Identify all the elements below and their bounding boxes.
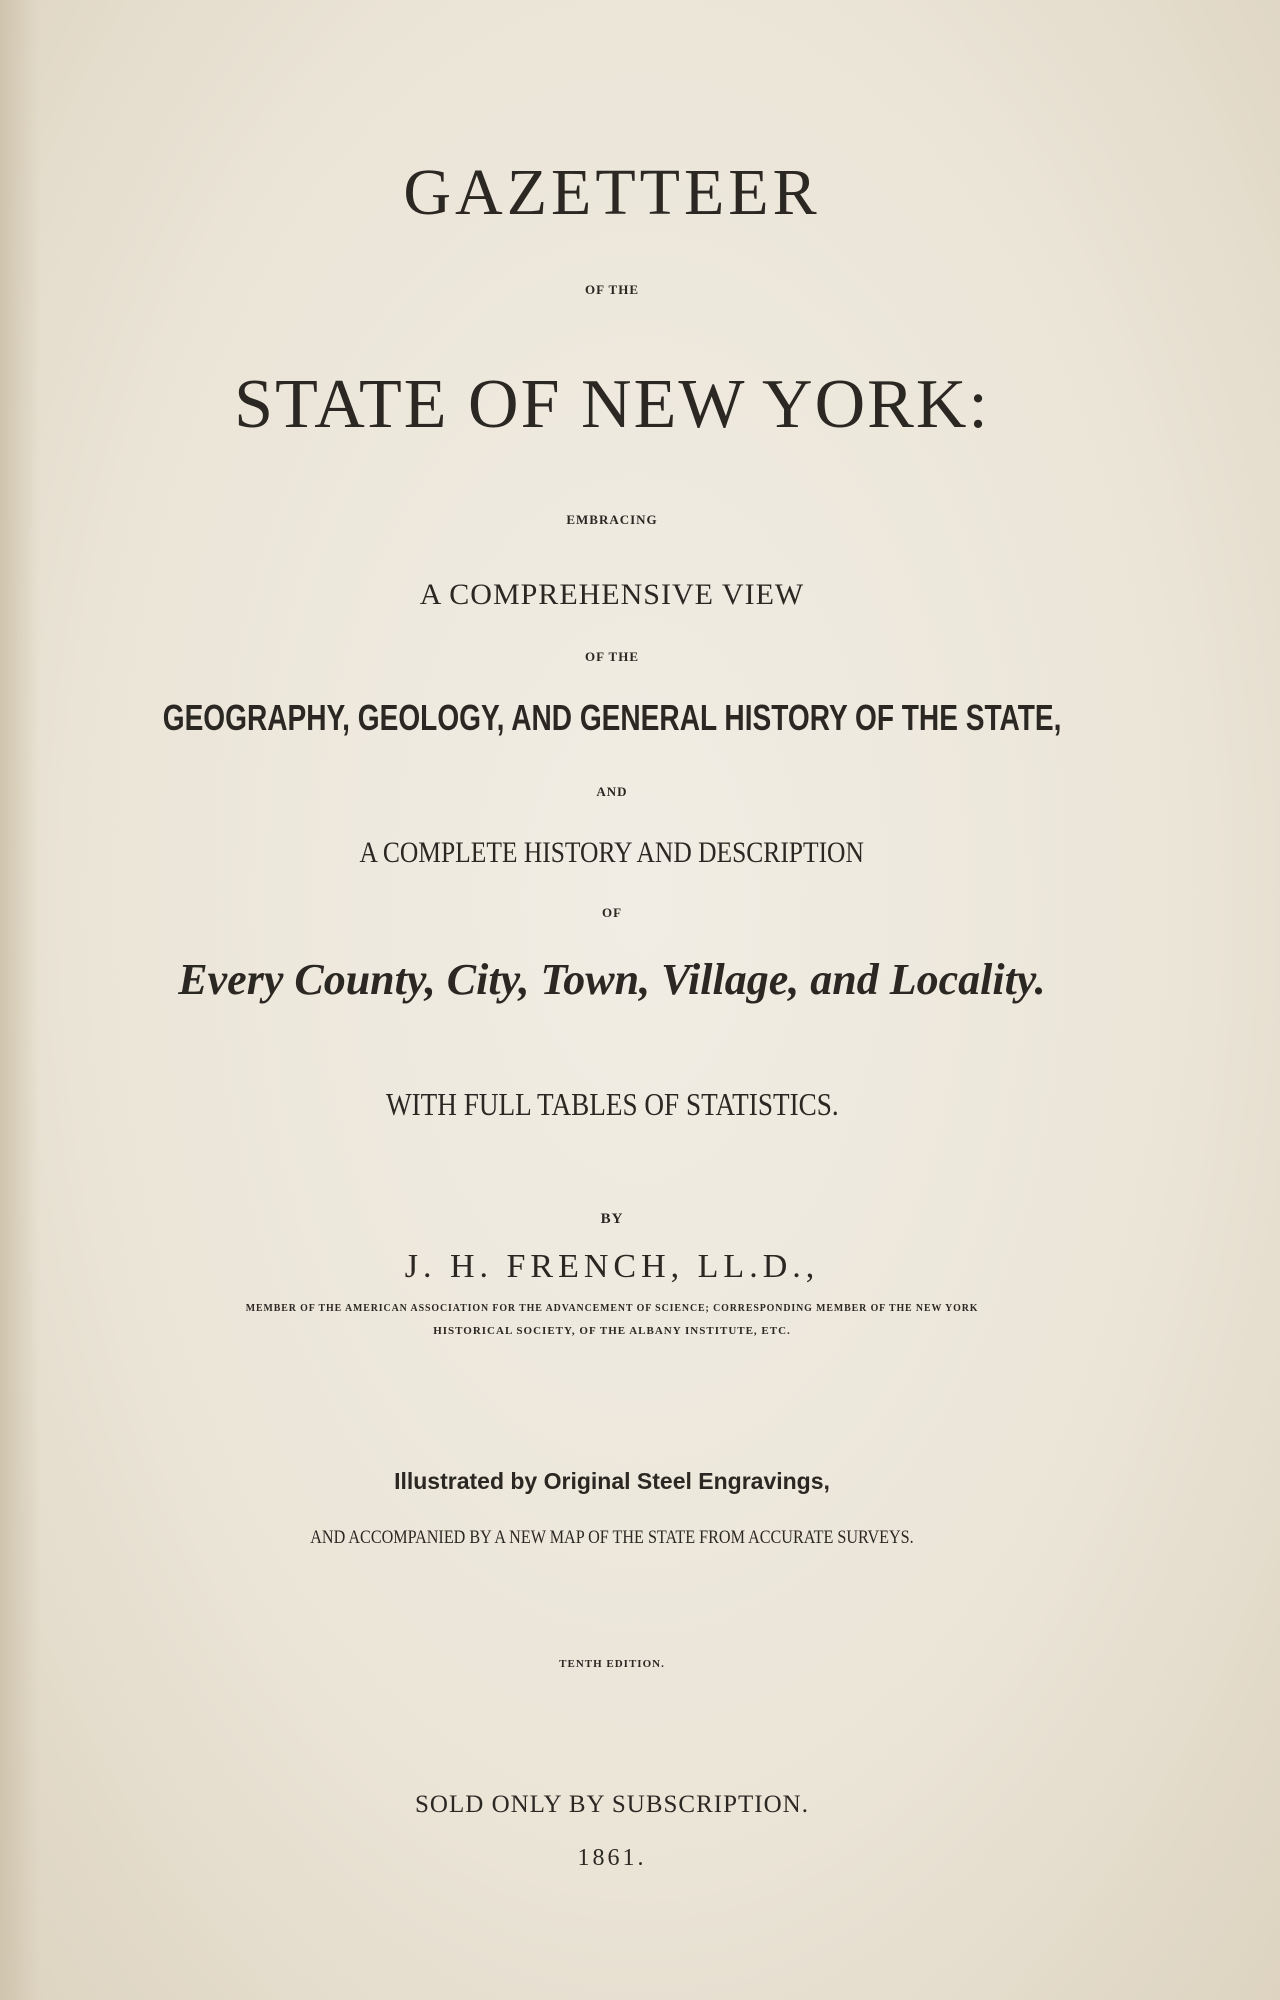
accompanied-line (0, 1528, 1224, 1547)
year-text: 1861. (577, 1845, 647, 1871)
every-county-line (0, 955, 1224, 1004)
by-line (0, 1212, 1224, 1227)
state-text: STATE OF NEW YORK: (234, 366, 990, 443)
geography-line (0, 697, 1224, 738)
and-line (0, 785, 1224, 798)
title-text: GAZETTEER (403, 156, 821, 229)
comprehensive-view (0, 580, 1224, 610)
state-heading (0, 366, 1224, 443)
of-line (0, 906, 1224, 919)
tables-line (0, 1088, 1224, 1120)
of-text: OF (601, 905, 623, 920)
tables-text: WITH FULL TABLES OF STATISTICS. (385, 1086, 839, 1122)
complete-history-text: A COMPLETE HISTORY AND DESCRIPTION (359, 836, 865, 869)
edition (0, 1659, 1224, 1670)
credentials-2-text: HISTORICAL SOCIETY, OF THE ALBANY INSTITUTE, ETC. (433, 1325, 791, 1337)
of-the-2-text: OF THE (584, 649, 640, 664)
by-text: BY (600, 1211, 624, 1227)
illustrated-text: Illustrated by Original Steel Engravings, (394, 1468, 830, 1494)
sold-line (0, 1792, 1224, 1817)
author (0, 1250, 1224, 1284)
credentials-1-text: MEMBER OF THE AMERICAN ASSOCIATION FOR THE ADVANCEMENT OF SCIENCE; CORRESPONDING MEMBER OF THE NEW YORK (245, 1302, 979, 1314)
title (0, 156, 1224, 229)
comprehensive-text: A COMPREHENSIVE VIEW (419, 578, 805, 611)
of-the-1 (0, 283, 1224, 296)
edition-text: TENTH EDITION. (559, 1658, 665, 1670)
year (0, 1846, 1224, 1870)
of-the-1-text: OF THE (584, 282, 640, 297)
every-county-text: Every County, City, Town, Village, and Locality. (178, 955, 1046, 1004)
of-the-2 (0, 650, 1224, 663)
author-text: J. H. FRENCH, LL.D., (404, 1248, 820, 1285)
credentials-2 (0, 1326, 1224, 1337)
and-text: AND (596, 784, 628, 799)
embracing (0, 513, 1224, 526)
embracing-text: EMBRACING (566, 512, 658, 527)
geography-text: GEOGRAPHY, GEOLOGY, AND GENERAL HISTORY OF THE STATE, (162, 697, 1062, 738)
illustrated-line (0, 1470, 1224, 1493)
sold-text: SOLD ONLY BY SUBSCRIPTION. (415, 1791, 809, 1818)
accompanied-text: AND ACCOMPANIED BY A NEW MAP OF THE STATE FROM ACCURATE SURVEYS. (310, 1527, 914, 1548)
credentials-1 (0, 1303, 1224, 1314)
complete-history (0, 838, 1224, 868)
